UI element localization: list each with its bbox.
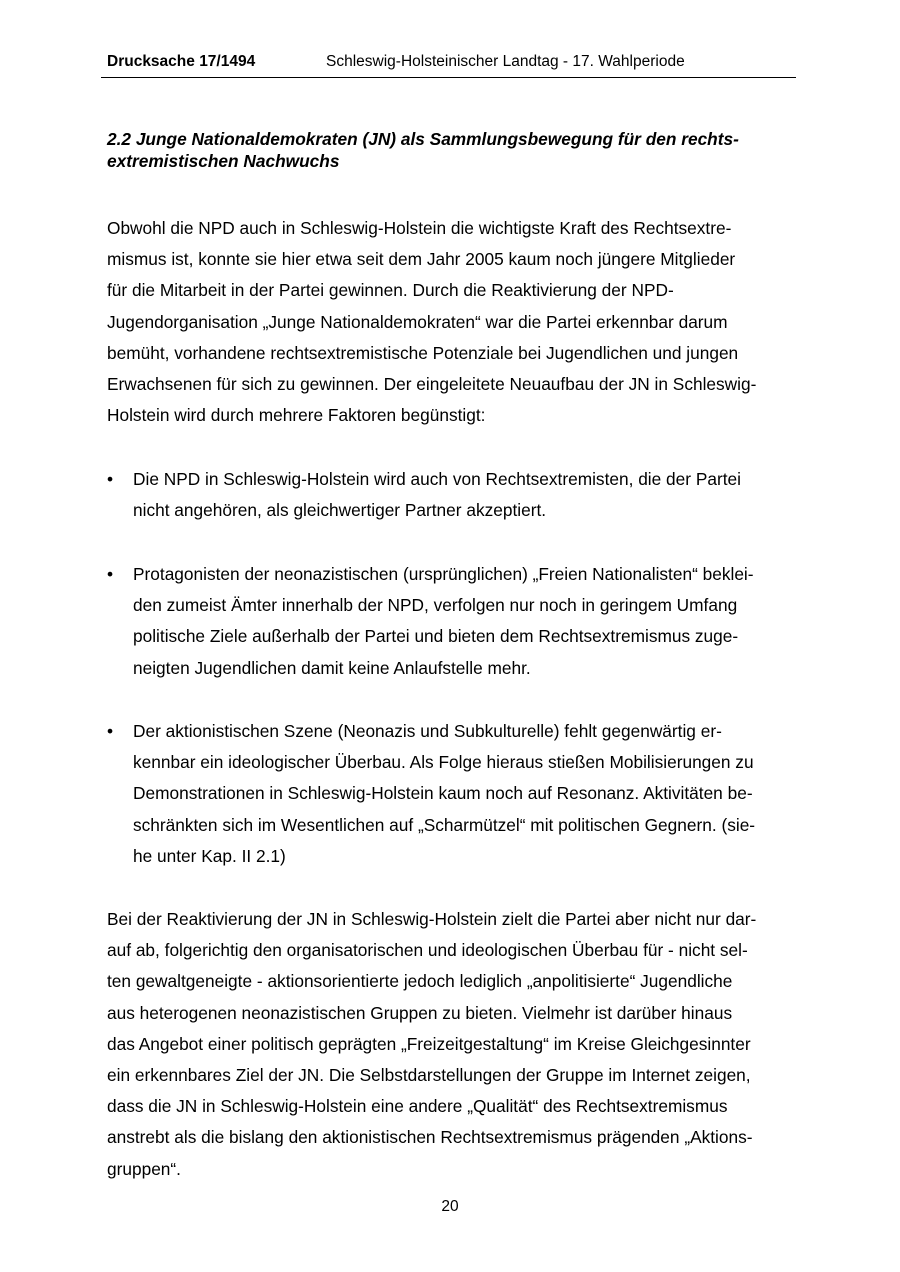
text-line: gruppen“.: [107, 1158, 181, 1179]
text-line: den zumeist Ämter innerhalb der NPD, verfolgen nur noch in geringem Umfang: [133, 595, 738, 616]
text-line: auf ab, folgerichtig den organisatorischen und ideologischen Überbau für - nicht sel-: [107, 940, 748, 961]
text-line: Bei der Reaktivierung der JN in Schleswig-Holstein zielt die Partei aber nicht nur dar-: [107, 909, 757, 929]
section-heading-line: 2.2 Junge Nationaldemokraten (JN) als Sammlungsbewegung für den rechts-: [107, 129, 739, 149]
document-number: Drucksache 17/1494: [107, 53, 256, 70]
header-rule: [101, 77, 796, 78]
text-line: für die Mitarbeit in der Partei gewinnen. Durch die Reaktivierung der NPD-: [107, 280, 674, 301]
text-line: ein erkennbares Ziel der JN. Die Selbstdarstellungen der Gruppe im Internet zeigen,: [107, 1065, 751, 1086]
text-line: Holstein wird durch mehrere Faktoren begünstigt:: [107, 405, 486, 426]
text-line: bemüht, vorhandene rechtsextremistische Potenziale bei Jugendlichen und jungen: [107, 342, 739, 363]
page-number: 20: [441, 1198, 459, 1215]
text-line: Die NPD in Schleswig-Holstein wird auch von Rechtsextremisten, die der Partei: [133, 469, 741, 489]
text-line: he unter Kap. II 2.1): [133, 845, 286, 866]
text-line: aus heterogenen neonazistischen Gruppen zu bieten. Vielmehr ist darüber hinaus: [107, 1002, 733, 1023]
text-line: Obwohl die NPD auch in Schleswig-Holstein die wichtigste Kraft des Rechtsextre-: [107, 218, 732, 238]
text-line: Protagonisten der neonazistischen (ursprünglichen) „Freien Nationalisten“ beklei-: [133, 564, 754, 584]
section-heading-line: extremistischen Nachwuchs: [107, 151, 340, 171]
text-line: schränkten sich im Wesentlichen auf „Scharmützel“ mit politischen Gegnern. (sie-: [133, 814, 756, 835]
text-line: das Angebot einer politisch geprägten „Freizeitgestaltung“ im Kreise Gleichgesinnter: [107, 1033, 751, 1054]
text-line: anstrebt als die bislang den aktionistischen Rechtsextremismus prägenden „Aktions-: [107, 1127, 753, 1148]
text-line: mismus ist, konnte sie hier etwa seit dem Jahr 2005 kaum noch jüngere Mitglieder: [107, 249, 736, 270]
text-line: Erwachsenen für sich zu gewinnen. Der eingeleitete Neuaufbau der JN in Schleswig-: [107, 374, 757, 395]
text-line: Jugendorganisation „Junge Nationaldemokraten“ war die Partei erkennbar darum: [107, 311, 728, 332]
bullet-dot-icon: •: [107, 469, 114, 489]
text-line: dass die JN in Schleswig-Holstein eine andere „Qualität“ des Rechtsextremismus: [107, 1096, 728, 1117]
text-line: neigten Jugendlichen damit keine Anlaufstelle mehr.: [133, 657, 531, 678]
text-line: Der aktionistischen Szene (Neonazis und Subkulturelle) fehlt gegenwärtig er-: [133, 721, 722, 741]
text-line: kennbar ein ideologischer Überbau. Als Folge hieraus stießen Mobilisierungen zu: [133, 752, 754, 773]
text-line: Demonstrationen in Schleswig-Holstein kaum noch auf Resonanz. Aktivitäten be-: [133, 783, 753, 804]
section-heading: [107, 128, 797, 172]
text-line: ten gewaltgeneigte - aktionsorientierte jedoch lediglich „anpolitisierte“ Jugendliche: [107, 971, 733, 992]
bullet-dot-icon: •: [107, 721, 114, 741]
intro-paragraph: [107, 213, 797, 431]
text-line: nicht angehören, als gleichwertiger Partner akzeptiert.: [133, 500, 547, 521]
chamber-title: Schleswig-Holsteinischer Landtag - 17. Wahlperiode: [326, 53, 685, 70]
bullet-dot-icon: •: [107, 564, 114, 584]
closing-paragraph: [107, 904, 797, 1185]
text-line: politische Ziele außerhalb der Partei und bieten dem Rechtsextremismus zuge-: [133, 626, 739, 647]
